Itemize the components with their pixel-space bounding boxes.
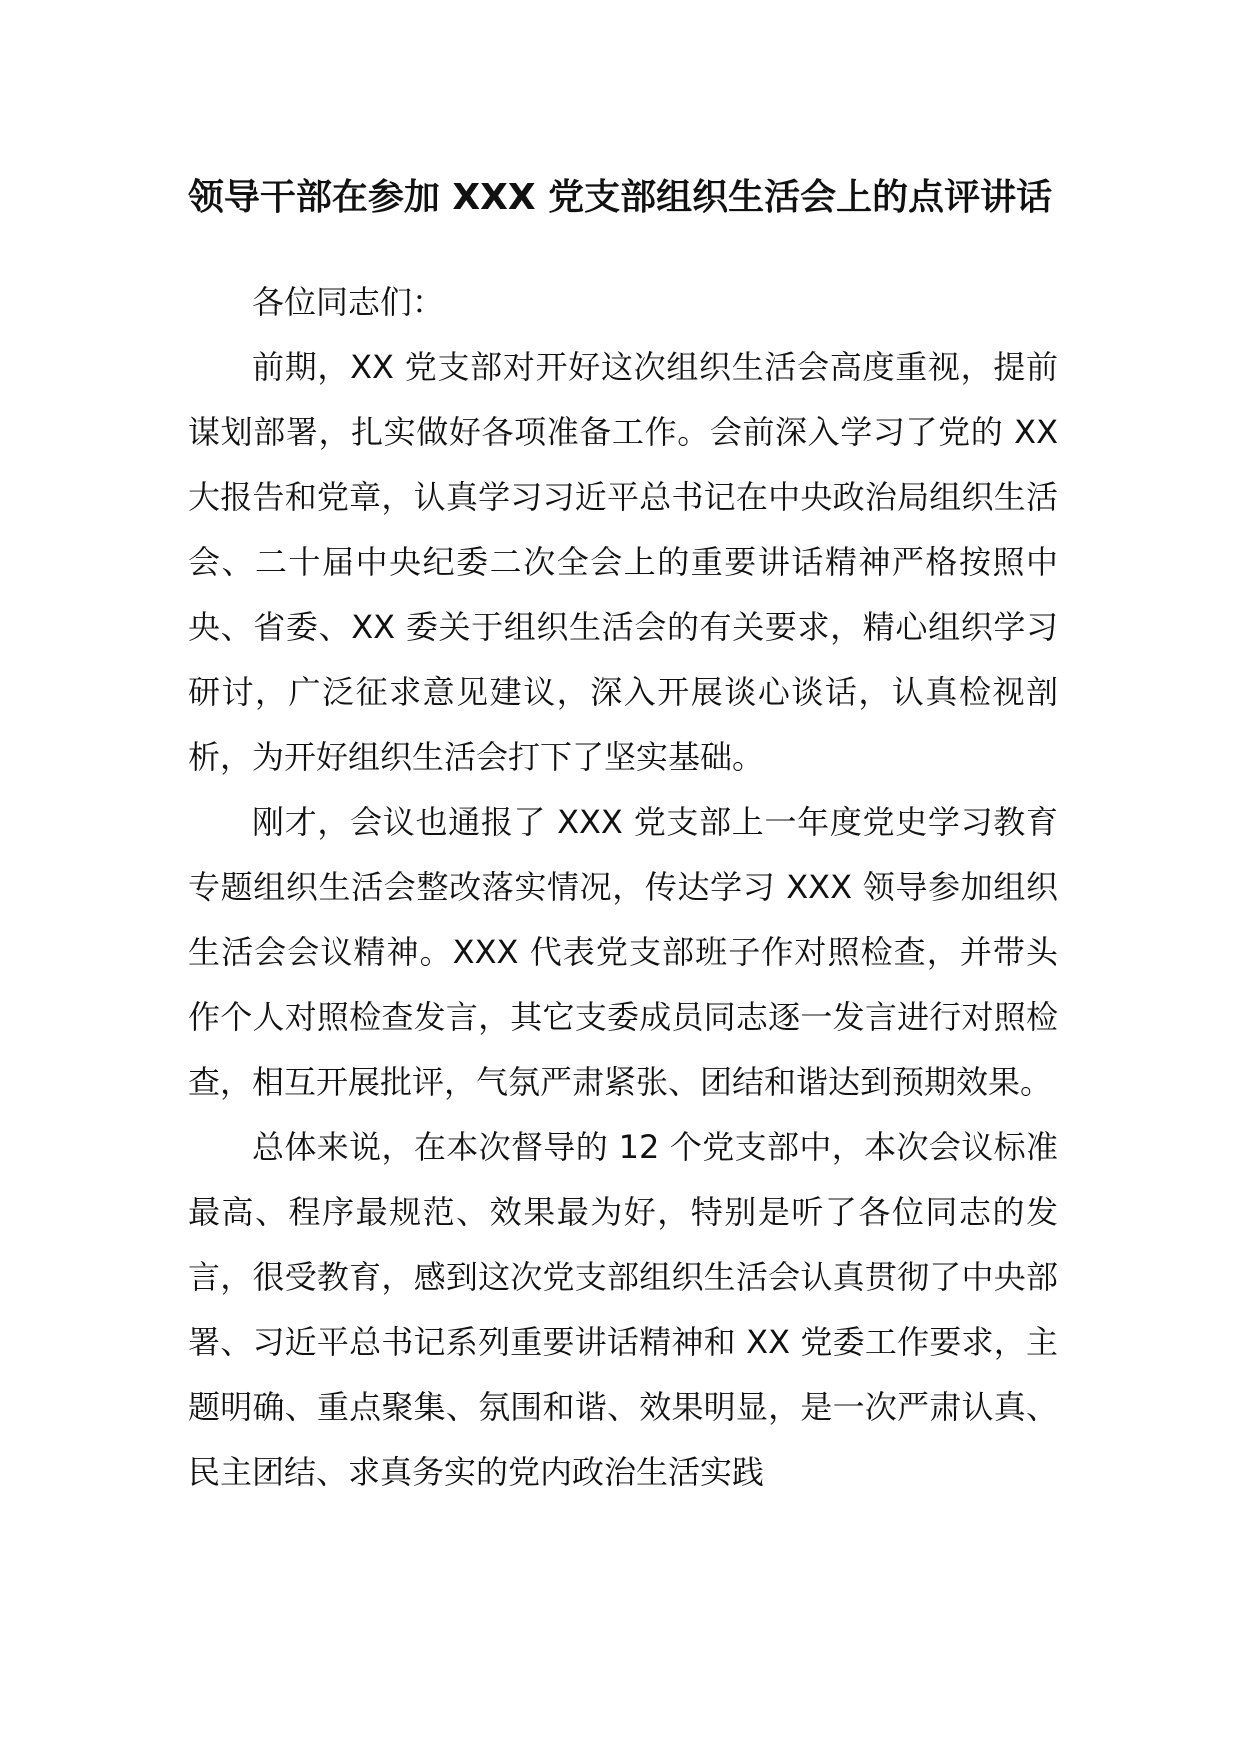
document-title: 领导干部在参加 XXX 党支部组织生活会上的点评讲话 [187,177,1053,218]
paragraph-greeting: 各位同志们： [252,283,445,321]
document-body [188,270,1058,1505]
paragraph-1: 前期，XX 党支部对开好这次组织生活会高度重视，提前谋划部署，扎实做好各项准备工作。会前深入学习了党的 XX 大报告和党章，认真学习习近平总书记在中央政治局组织生活会、二十届中央纪委二次全会上的重要讲话精神严格按照中央、省委、XX 委关于组织生活会的有关要求，精心组织学习研讨，广泛征求意见建议，深入开展谈心谈话，认真检视剖析，为开好组织生活会打下了坚实基础。 [188,348,1058,776]
paragraph-3: 总体来说，在本次督导的 12 个党支部中，本次会议标准最高、程序最规范、效果最为好，特别是听了各位同志的发言，很受教育，感到这次党支部组织生活会认真贯彻了中央部署、习近平总书记系列重要讲话精神和 XX 党委工作要求，主题明确、重点聚集、氛围和谐、效果明显，是一次严肃认真、民主团结、求真务实的党内政治生活实践 [188,1128,1058,1491]
paragraph-2: 刚才，会议也通报了 XXX 党支部上一年度党史学习教育专题组织生活会整改落实情况，传达学习 XXX 领导参加组织生活会会议精神。XXX 代表党支部班子作对照检查，并带头作个人对照检查发言，其它支委成员同志逐一发言进行对照检查，相互开展批评，气氛严肃紧张、团结和谐达到预期效果。 [188,803,1058,1101]
